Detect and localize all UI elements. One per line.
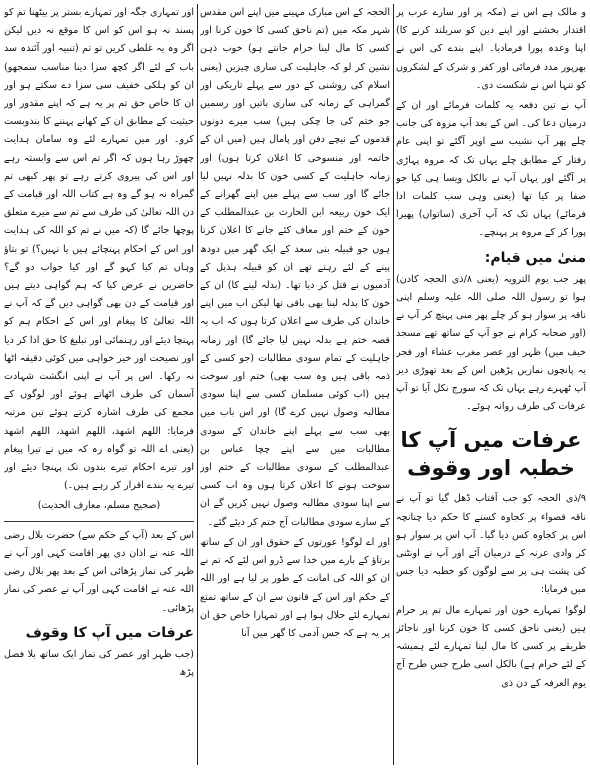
section-heading: عرفات میں آپ کا وقوف (25, 624, 194, 641)
paragraph: پھر جب یوم الترویہ (یعنی ۸/ذی الحجہ کادن) ہوا تو رسول اللہ صلی اللہ علیہ وسلم اپنی ناقہ پر سوار ہو کر چلے پھر منی پہنچ کر آپ نے (اور صحابہ کرام نے جو آپ کے ساتھ تھے مسجد خیف میں) ظہر اور عصر مغرب عشاء اور فجر یہ پانچوں نمازیں پڑھیں اس کے بعد تھوڑی دیر آپ ٹھہرے رہے یہاں تک کہ سورج نکل آیا تو آپ عرفات کی طرف روانہ ہوئے۔ (396, 273, 586, 413)
paragraph: و مالک ہے اس نے (مکہ پر اور سارے عرب پر اقتدار بخشنے اور اپنے دین کو سربلند کرنے کا) اپنا وعدہ پورا فرمادیا۔ اپنے بندے کی اس نے بھرپور مدد فرمائی اور کفر و شرک کے لشکروں کو تنہا اس نے شکست دی۔ (396, 7, 586, 91)
paragraph: لوگو! تمہارے خون اور تمہارے مال تم پر حرام ہیں (یعنی ناحق کسی کا خون کرنا اور ناجائز طریقے پر کسی کا مال لینا تمہارے لئے ہمیشہ کے لئے حرام ہے) بالکل اسی طرح جس طرح آج یوم العرفہ کے دن ذی (396, 604, 586, 689)
paragraph: اور اے لوگو! عورتوں کے حقوق اور ان کے ساتھ برتاؤ کے بارے میں خدا سے ڈرو اس لئے کہ تم نے ان کو اللہ کی امانت کے طور پر لیا ہے اور اللہ کے حکم اور اس کے قانون سے ان کے ساتھ تمتع تمہارے لئے حلال ہوا ہے اور تمہارا خاص حق ان پر یہ ہے کہ جس آدمی کا گھر میں آنا (200, 536, 390, 639)
column-divider (197, 4, 198, 765)
section-heading: منیٰ میں قیام: (484, 249, 586, 266)
citation: (صحیح مسلم، معارف الحدیث) (37, 500, 161, 512)
left-column (4, 4, 194, 765)
separator (4, 521, 194, 522)
paragraph: اور تمہاری جگہ اور تمہارے بستر پر بیٹھنا تم کو پسند نہ ہو اس کو اس کا موقع نہ دیں لیکن اگر وہ یہ غلطی کریں تو تم (تنبیہ اور آئندہ سد باب کے لئے اگر کچھ سزا دینا مناسب سمجھو) ان کو ہلکی خفیف سی سزا دے سکتے ہو اور ان کا خاص حق تم پر یہ ہے کہ اپنے مقدور اور حیثیت کے مطابق ان کے کھانے پہننے کا بندوبست کرو۔ اور میں تمہارے لئے وہ سامان ہدایت چھوڑ رہا ہوں کہ اگر تم اس سے وابستہ رہے اور اس کی پیروی کرتے رہے تو پھر کبھی تم گمراہ نہ ہو گے وہ ہے کتاب اللہ اور قیامت کے دن اللہ تعالیٰ کی طرف سے تم سے میرے متعلق پوچھا جائے گا (کہ میں نے تم کو اللہ کی ہدایت اور اس کے احکام پہنچائے ہیں یا نہیں؟) تو بتاؤ وہاں تم کیا کہو گے اور کیا جواب دو گے؟ حاضرین نے عرض کیا کہ ہم گواہی دیتے ہیں اور قیامت کے دن بھی گواہی دیں گے کہ آپ نے اللہ تعالیٰ کا پیغام اور اس کے احکام ہم کو پہنچا دیئے اور رہنمائی اور تبلیغ کا حق ادا کر دیا اور نصیحت اور خیر خواہی میں کوئی دقیقہ اٹھا نہ رکھا۔ اس پر آپ نے اپنی انگشت شہادت آسمان کی طرف اٹھاتے ہوئے اور لوگوں کے مجمع کی طرف اشارہ کرتے ہوئے تین مرتبہ فرمایا: اللھم اشھد، اللھم اشھد، اللھم اشھد (یعنی اے اللہ تو گواہ رہ کہ میں نے تیرا پیغام اور تیرے احکام تیرے بندوں تک پہنچا دیئے اور تیرے یہ بندے اقرار کر رہے ہیں۔) (4, 7, 194, 492)
section-heading: عرفات میں آپ کا خطبہ اور وقوف (400, 428, 582, 481)
paragraph: ۹/ذی الحجہ کو جب آفتاب ڈھل گیا تو آپ نے ناقہ قصواء پر کجاوہ کسنے کا حکم دیا چنانچہ اس پر کجاوہ کس دیا گیا۔ آپ اس پر سوار ہو کر وادی عرنہ کے درمیان آئے اور آپ نے اونٹنی کی پشت ہی پر سے لوگوں کو خطبہ دیا جس میں فرمایا: (396, 493, 586, 596)
column-divider (393, 4, 394, 765)
paragraph: (جب ظہر اور عصر کی نماز ایک ساتھ بلا فصل پڑھ (4, 648, 194, 679)
paragraph: اس کے بعد (آپ کے حکم سے) حضرت بلال رضی اللہ عنہ نے اذان دی پھر اقامت کہی اور آپ نے ظہر کی نماز پڑھائی اس کے بعد پھر بلال رضی اللہ عنہ نے اقامت کہی اور آپ نے عصر کی نماز پڑھائی۔ (4, 529, 194, 614)
middle-column (200, 4, 390, 765)
paragraph: آپ نے تین دفعہ یہ کلمات فرمائے اور ان کے درمیان دعا کی۔ اس کے بعد آپ مروہ کی جانب چلے پھر آپ نشیب سے اوپر آگئے تو اپنی عام رفتار کے مطابق چلے یہاں تک کہ مروہ پہاڑی پر آگئے اور یہاں آپ نے بالکل ویسا ہی کیا جو صفا پر کیا تھا (یعنی وہی سب کلمات ادا فرمائے) یہاں تک کہ آپ آخری (ساتواں) پھیرا پورا کر کے مروہ پر پہنچے۔ (396, 100, 586, 239)
right-column (396, 4, 586, 765)
paragraph: الحجہ کے اس مبارک مہینے میں اپنے اس مقدس شہر مکہ میں (تم ناحق کسی کا خون کرنا اور کسی کا مال لینا حرام جانتے ہو) خوب ذہن نشین کر لو کہ جاہلیت کی ساری چیزیں (یعنی اسلام کی روشنی کے دور سے پہلے تاریکی اور گمراہی کے زمانہ کی ساری باتیں اور رسمیں جو ختم کی جا چکی ہیں) سب میرے دونوں قدموں کے نیچے دفن اور پامال ہیں (میں ان کے خاتمہ اور منسوخی کا اعلان کرتا ہوں) اور زمانہ جاہلیت کے کسی خون کا بدلہ نہیں لیا جائے گا اور سب سے پہلے میں اپنے گھرانے کے ایک خون ربیعہ ابن الحارث بن عبدالمطلب کے خون کے ختم اور معاف کئے جانے کا اعلان کرتا ہوں جو قبیلہ بنی سعد کے ایک گھر میں دودھ پینے کے لئے رہتے تھے ان کو قبیلہ ہذیل کے آدمیوں نے قتل کر دیا تھا۔ (بدلہ لینے کا) ان کے خون کا بدلہ لینا بھی باقی تھا لیکن اب میں اپنے خاندان کی طرف سے اعلان کرتا ہوں کہ اب یہ قصہ ختم ہے بدلہ نہیں لیا جائے گا) اور زمانہ جاہلیت کے تمام سودی مطالبات (جو کسی کے ذمہ باقی ہیں وہ سب بھی) ختم اور سوخت ہیں (اب کوئی مسلمان کسی سے اپنا سودی مطالبہ وصول نہیں کرے گا) اور اس باب میں بھی سب سے پہلے اپنے خاندان کے سودی مطالبات میں سے اپنے چچا عباس بن عبدالمطلب کے سودی مطالبات کے ختم اور سوخت ہونے کا اعلان کرتا ہوں وہ اب کسی سے اپنا سودی مطالبہ وصول نہیں کریں گے ان کے سارے سودی مطالبات آج ختم کر دیئے گئے۔ (200, 7, 390, 528)
